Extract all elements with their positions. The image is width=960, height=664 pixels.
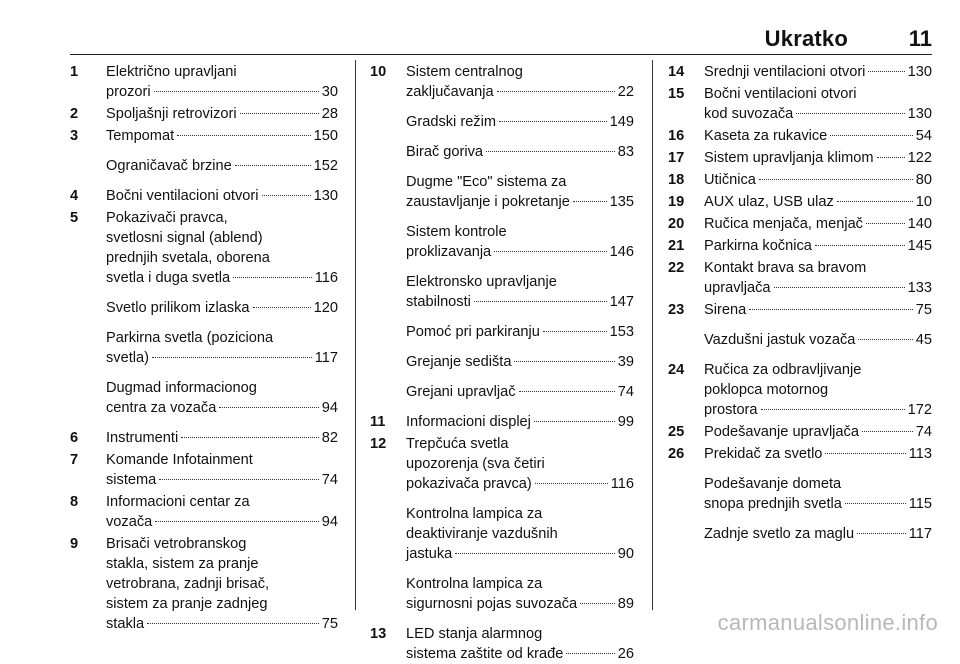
page-reference[interactable]: 135 [609,194,634,210]
entry-text-line: prednjih svetala, oborena [106,250,270,266]
column-divider [652,60,653,610]
entry-text-line: svetlosni signal (ablend) [106,230,263,246]
entry-text-line: upozorenja (sva četiri [406,456,545,472]
index-entry [370,382,634,402]
dot-leader [181,437,319,438]
index-entry [370,624,634,664]
dot-leader [455,553,615,554]
index-entry [70,186,338,206]
entry-text-line: Bočni ventilacioni otvori [106,188,259,204]
column-divider [355,60,356,610]
index-entry [370,352,634,372]
entry-leader-line [106,348,338,368]
item-number: 8 [70,494,79,510]
page-reference[interactable]: 99 [617,414,634,430]
entry-text-line: Gradski režim [406,114,497,130]
index-entry [370,222,634,262]
item-number: 4 [70,188,79,204]
header-rule [70,54,932,55]
page-number: 11 [908,26,932,51]
item-number: 22 [668,260,685,276]
entry-text-line: prostora [704,402,758,418]
entry-leader-line [704,236,932,256]
entry-text-line: Tempomat [106,128,175,144]
entry-leader-line [406,242,634,262]
index-entry [668,360,932,420]
page-reference[interactable]: 75 [915,302,932,318]
index-entry [370,434,634,494]
page-reference[interactable]: 115 [908,496,932,512]
entry-text-line: Kontrolna lampica za [406,576,543,592]
entry-leader-line [406,112,634,132]
entry-text-line: pokazivača pravca) [406,476,532,492]
entry-text-line: Ručica menjača, menjač [704,216,863,232]
entry-leader-line [704,330,932,350]
dot-leader [155,521,319,522]
entry-text-line: Dugme "Eco" sistema za [406,174,567,190]
page-reference[interactable]: 133 [907,280,932,296]
dot-leader [857,533,906,534]
index-entry [370,272,634,312]
page-reference[interactable]: 140 [907,216,932,232]
page-header [0,0,960,60]
dot-leader [219,407,318,408]
dot-leader [815,245,905,246]
item-number: 16 [668,128,685,144]
entry-leader-line [106,298,338,318]
entry-text-line: sistem za pranje zadnjeg [106,596,268,612]
index-entry [70,126,338,146]
entry-text-line: Sirena [704,302,747,318]
entry-leader-line [106,126,338,146]
page-reference[interactable]: 74 [915,424,932,440]
entry-text-line: sistema zaštite od krađe [406,646,564,662]
page-reference[interactable]: 149 [609,114,634,130]
entry-text-line: centra za vozača [106,400,217,416]
page-reference[interactable]: 130 [907,106,932,122]
entry-text-line: stabilnosti [406,294,471,310]
entry-text-line: svetla) [106,350,149,366]
page-reference[interactable]: 28 [321,106,338,122]
entry-text-line: upravljača [704,280,771,296]
entry-text-line: Informacioni centar za [106,494,250,510]
page-reference[interactable]: 75 [321,616,338,632]
entry-leader-line [704,192,932,212]
entry-text-line: Parkirna kočnica [704,238,812,254]
entry-leader-line [406,382,634,402]
dot-leader [543,331,607,332]
entry-leader-line [704,524,932,544]
index-entry [70,104,338,124]
dot-leader [159,479,318,480]
index-entry [668,300,932,320]
dot-leader [825,453,905,454]
item-number: 18 [668,172,685,188]
entry-leader-line [106,268,338,288]
entry-leader-line [704,62,932,82]
item-number: 9 [70,536,79,552]
index-entry [70,62,338,102]
index-entry [370,322,634,342]
entry-leader-line [406,544,634,564]
index-entry [668,444,932,464]
index-entry [668,524,932,544]
dot-leader [535,483,608,484]
entry-leader-line [704,422,932,442]
entry-text-line: Utičnica [704,172,756,188]
index-entry [668,126,932,146]
item-number: 19 [668,194,685,210]
entry-leader-line [704,400,932,420]
entry-text-line: Informacioni displej [406,414,531,430]
entry-leader-line [406,192,634,212]
entry-text-line: Sistem kontrole [406,224,507,240]
page-reference[interactable]: 113 [908,446,932,462]
entry-text-line: prozori [106,84,151,100]
dot-leader [837,201,913,202]
index-entry [668,236,932,256]
dot-leader [154,91,319,92]
dot-leader [514,361,614,362]
item-number: 12 [370,436,387,452]
index-entry [668,214,932,234]
entry-leader-line [406,82,634,102]
dot-leader [534,421,615,422]
entry-leader-line [704,300,932,320]
page-reference[interactable]: 116 [314,270,338,286]
dot-leader [499,121,607,122]
item-number: 24 [668,362,685,378]
page-reference[interactable]: 54 [915,128,932,144]
page-reference[interactable]: 116 [610,476,634,492]
index-entry [70,328,338,368]
index-column-3 [668,62,932,610]
entry-leader-line [106,398,338,418]
entry-text-line: AUX ulaz, USB ulaz [704,194,834,210]
dot-leader [262,195,311,196]
entry-text-line: Parkirna svetla (poziciona [106,330,274,346]
page-reference[interactable]: 89 [617,596,634,612]
page-reference[interactable]: 147 [609,294,634,310]
page-reference[interactable]: 145 [907,238,932,254]
item-number: 25 [668,424,685,440]
entry-text-line: sistema [106,472,157,488]
item-number: 11 [370,414,386,430]
item-number: 7 [70,452,79,468]
index-entry [668,192,932,212]
page-reference[interactable]: 45 [915,332,932,348]
dot-leader [749,309,913,310]
entry-text-line: Bočni ventilacioni otvori [704,86,857,102]
entry-leader-line [106,428,338,448]
index-entry [70,492,338,532]
page-reference[interactable]: 146 [609,244,634,260]
index-entry [370,504,634,564]
index-entry [70,208,338,288]
entry-leader-line [704,104,932,124]
entry-text-line: Dugmad informacionog [106,380,257,396]
index-entry [668,170,932,190]
entry-text-line: Kaseta za rukavice [704,128,828,144]
entry-leader-line [406,412,634,432]
entry-text-line: Zadnje svetlo za maglu [704,526,855,542]
item-number: 2 [70,106,79,122]
entry-leader-line [704,278,932,298]
dot-leader [796,113,904,114]
item-number: 17 [668,150,685,166]
index-entry [70,156,338,176]
dot-leader [486,151,615,152]
page-reference[interactable]: 117 [908,526,932,542]
entry-text-line: Pomoć pri parkiranju [406,324,540,340]
dot-leader [862,431,913,432]
dot-leader [566,653,614,654]
entry-text-line: Spoljašnji retrovizori [106,106,237,122]
page-reference[interactable]: 130 [313,188,338,204]
item-number: 10 [370,64,387,80]
page-reference[interactable]: 22 [617,84,634,100]
dot-leader [494,251,606,252]
page-reference[interactable]: 94 [321,400,338,416]
dot-leader [177,135,311,136]
entry-leader-line [406,322,634,342]
item-number: 3 [70,128,79,144]
watermark: carmanualsonline.info [717,610,938,635]
entry-leader-line [106,82,338,102]
entry-text-line: Grejanje sedišta [406,354,512,370]
entry-leader-line [106,104,338,124]
index-entry [668,84,932,124]
entry-text-line: Trepčuća svetla [406,436,509,452]
dot-leader [866,223,905,224]
entry-text-line: Električno upravljani [106,64,237,80]
entry-text-line: Ručica za odbravljivanje [704,362,862,378]
item-number: 6 [70,430,79,446]
dot-leader [235,165,311,166]
dot-leader [759,179,913,180]
dot-leader [240,113,319,114]
entry-text-line: zaustavljanje i pokretanje [406,194,570,210]
page-reference[interactable]: 74 [321,472,338,488]
entry-leader-line [704,170,932,190]
page-reference[interactable]: 83 [617,144,634,160]
index-entry [70,428,338,448]
entry-text-line: zaključavanja [406,84,494,100]
entry-text-line: Prekidač za svetlo [704,446,823,462]
entry-text-line: Elektronsko upravljanje [406,274,557,290]
entry-text-line: snopa prednjih svetla [704,496,842,512]
entry-leader-line [704,444,932,464]
entry-text-line: vozača [106,514,153,530]
index-entry [70,534,338,634]
dot-leader [233,277,312,278]
item-number: 26 [668,446,685,462]
dot-leader [147,623,319,624]
entry-text-line: LED stanja alarmnog [406,626,543,642]
dot-leader [845,503,906,504]
entry-text-line: proklizavanja [406,244,492,260]
index-entry [370,142,634,162]
entry-text-line: Svetlo prilikom izlaska [106,300,250,316]
entry-text-line: svetla i duga svetla [106,270,231,286]
index-entry [668,474,932,514]
entry-leader-line [406,352,634,372]
page-reference[interactable]: 30 [321,84,338,100]
entry-leader-line [106,470,338,490]
page-reference[interactable]: 94 [321,514,338,530]
entry-leader-line [106,156,338,176]
dot-leader [497,91,615,92]
index-entry [668,422,932,442]
page-reference[interactable]: 152 [313,158,338,174]
entry-text-line: Vazdušni jastuk vozača [704,332,856,348]
entry-text-line: sigurnosni pojas suvozača [406,596,578,612]
index-entry [70,378,338,418]
index-column-1 [70,62,338,632]
page-reference[interactable]: 74 [617,384,634,400]
item-number: 14 [668,64,685,80]
entry-text-line: Kontakt brava sa bravom [704,260,867,276]
entry-text-line: Kontrolna lampica za [406,506,543,522]
entry-text-line: stakla [106,616,145,632]
page-reference[interactable]: 153 [609,324,634,340]
entry-leader-line [704,214,932,234]
item-number: 15 [668,86,685,102]
page-reference[interactable]: 26 [617,646,634,662]
page-reference[interactable]: 82 [321,430,338,446]
index-entry [370,412,634,432]
entry-leader-line [406,474,634,494]
entry-leader-line [704,494,932,514]
dot-leader [868,71,904,72]
item-number: 23 [668,302,685,318]
entry-leader-line [406,292,634,312]
index-entry [668,148,932,168]
item-number: 21 [668,238,685,254]
entry-leader-line [406,142,634,162]
dot-leader [580,603,615,604]
dot-leader [830,135,912,136]
entry-text-line: Ograničavač brzine [106,158,232,174]
page-reference[interactable]: 117 [314,350,338,366]
entry-text-line: Brisači vetrobranskog [106,536,247,552]
index-column-2 [370,62,634,662]
page-reference[interactable]: 130 [907,64,932,80]
dot-leader [573,201,607,202]
item-number: 5 [70,210,79,226]
index-entry [370,62,634,102]
page-reference[interactable]: 172 [907,402,932,418]
entry-text-line: Sistem upravljanja klimom [704,150,874,166]
dot-leader [474,301,607,302]
index-entry [370,112,634,132]
entry-text-line: Podešavanje upravljača [704,424,859,440]
page-reference[interactable]: 120 [313,300,338,316]
entry-text-line: jastuka [406,546,453,562]
page-reference[interactable]: 10 [915,194,932,210]
entry-text-line: deaktiviranje vazdušnih [406,526,558,542]
index-entry [668,62,932,82]
entry-leader-line [106,512,338,532]
dot-leader [877,157,905,158]
index-entry [70,298,338,318]
dot-leader [519,391,615,392]
page-reference[interactable]: 122 [907,150,932,166]
dot-leader [253,307,311,308]
entry-text-line: Birač goriva [406,144,484,160]
index-entry [70,450,338,490]
page-reference[interactable]: 80 [915,172,932,188]
entry-leader-line [704,126,932,146]
entry-leader-line [106,614,338,634]
item-number: 1 [70,64,79,80]
item-number: 13 [370,626,387,642]
entry-text-line: Srednji ventilacioni otvori [704,64,866,80]
entry-leader-line [704,148,932,168]
page-reference[interactable]: 39 [617,354,634,370]
page-title: Ukratko [764,26,848,51]
entry-leader-line [406,594,634,614]
index-entry [668,258,932,298]
entry-text-line: Komande Infotainment [106,452,253,468]
entry-text-line: Pokazivači pravca, [106,210,228,226]
entry-text-line: Podešavanje dometa [704,476,842,492]
index-entry [668,330,932,350]
entry-text-line: kod suvozača [704,106,794,122]
entry-text-line: vetrobrana, zadnji brisač, [106,576,270,592]
index-entry [370,172,634,212]
entry-text-line: stakla, sistem za pranje [106,556,259,572]
dot-leader [774,287,905,288]
entry-text-line: Sistem centralnog [406,64,523,80]
entry-text-line: Grejani upravljač [406,384,516,400]
entry-leader-line [106,186,338,206]
index-entry [370,574,634,614]
page-reference[interactable]: 150 [313,128,338,144]
dot-leader [152,357,312,358]
entry-text-line: poklopca motornog [704,382,829,398]
dot-leader [858,339,912,340]
entry-leader-line [406,644,634,664]
dot-leader [761,409,905,410]
entry-text-line: Instrumenti [106,430,179,446]
page-reference[interactable]: 90 [617,546,634,562]
item-number: 20 [668,216,685,232]
